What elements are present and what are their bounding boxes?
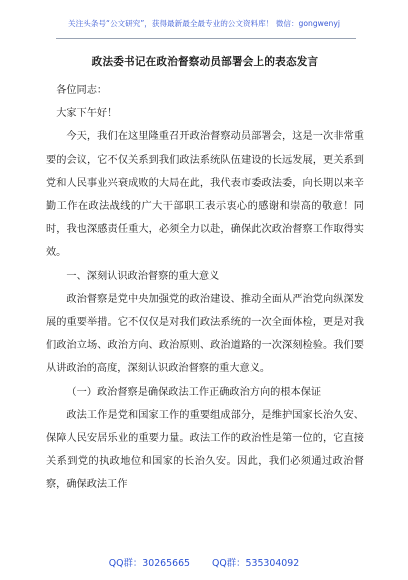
- section-heading-1: 一、深刻认识政治督察的重大意义: [66, 270, 220, 282]
- greeting: 大家下午好！: [56, 108, 118, 120]
- header-divider: [56, 38, 356, 39]
- footer-qq-group-2: QQ群：535304092: [212, 558, 300, 569]
- subsection-heading-1: （一）政治督察是确保政法工作正确政治方向的根本保证: [66, 386, 322, 398]
- footer-contact: [0, 555, 408, 569]
- paragraph-significance: 政治督察是党中央加强党的政治建设、推动全面从严治党向纵深发展的重要举措。它不仅仅是对我们政法系统的一次全面体检，更是对我们政治立场、政治方向、政治原则、政治道路的一次深刻检验。我们要从讲政治的高度，深刻认识政治督察的重大意义。: [46, 293, 364, 375]
- header-notice: 关注头条号“公文研究”，获得最新最全最专业的公文资料库！ 微信：gongwenyj: [68, 19, 340, 28]
- paragraph-political-nature: 政法工作是党和国家工作的重要组成部分，是维护国家长治久安、保障人民安居乐业的重要力量。政法工作的政治性是第一位的，它直接关系到党的执政地位和国家的长治久安。因此，我们必须通过政治督察，确保政法工作: [46, 409, 364, 491]
- document-body: [46, 54, 364, 497]
- footer-qq-group-1: QQ群：30265665: [108, 558, 191, 569]
- paragraph-opening: 今天，我们在这里隆重召开政治督察动员部署会，这是一次非常重要的会议，它不仅关系到我们政法系统队伍建设的长远发展，更关系到党和人民事业兴衰成败的大局在此，我代表市委政法委，向长期以来辛勤工作在政法战线的广大干部职工表示衷心的感谢和崇高的敬意！同时，我也深感责任重大，必须全力以赴，确保此次政治督察工作取得实效。: [46, 131, 364, 259]
- salutation: 各位同志：: [56, 85, 108, 96]
- document-title: 政法委书记在政治督察动员部署会上的表态发言: [91, 56, 319, 68]
